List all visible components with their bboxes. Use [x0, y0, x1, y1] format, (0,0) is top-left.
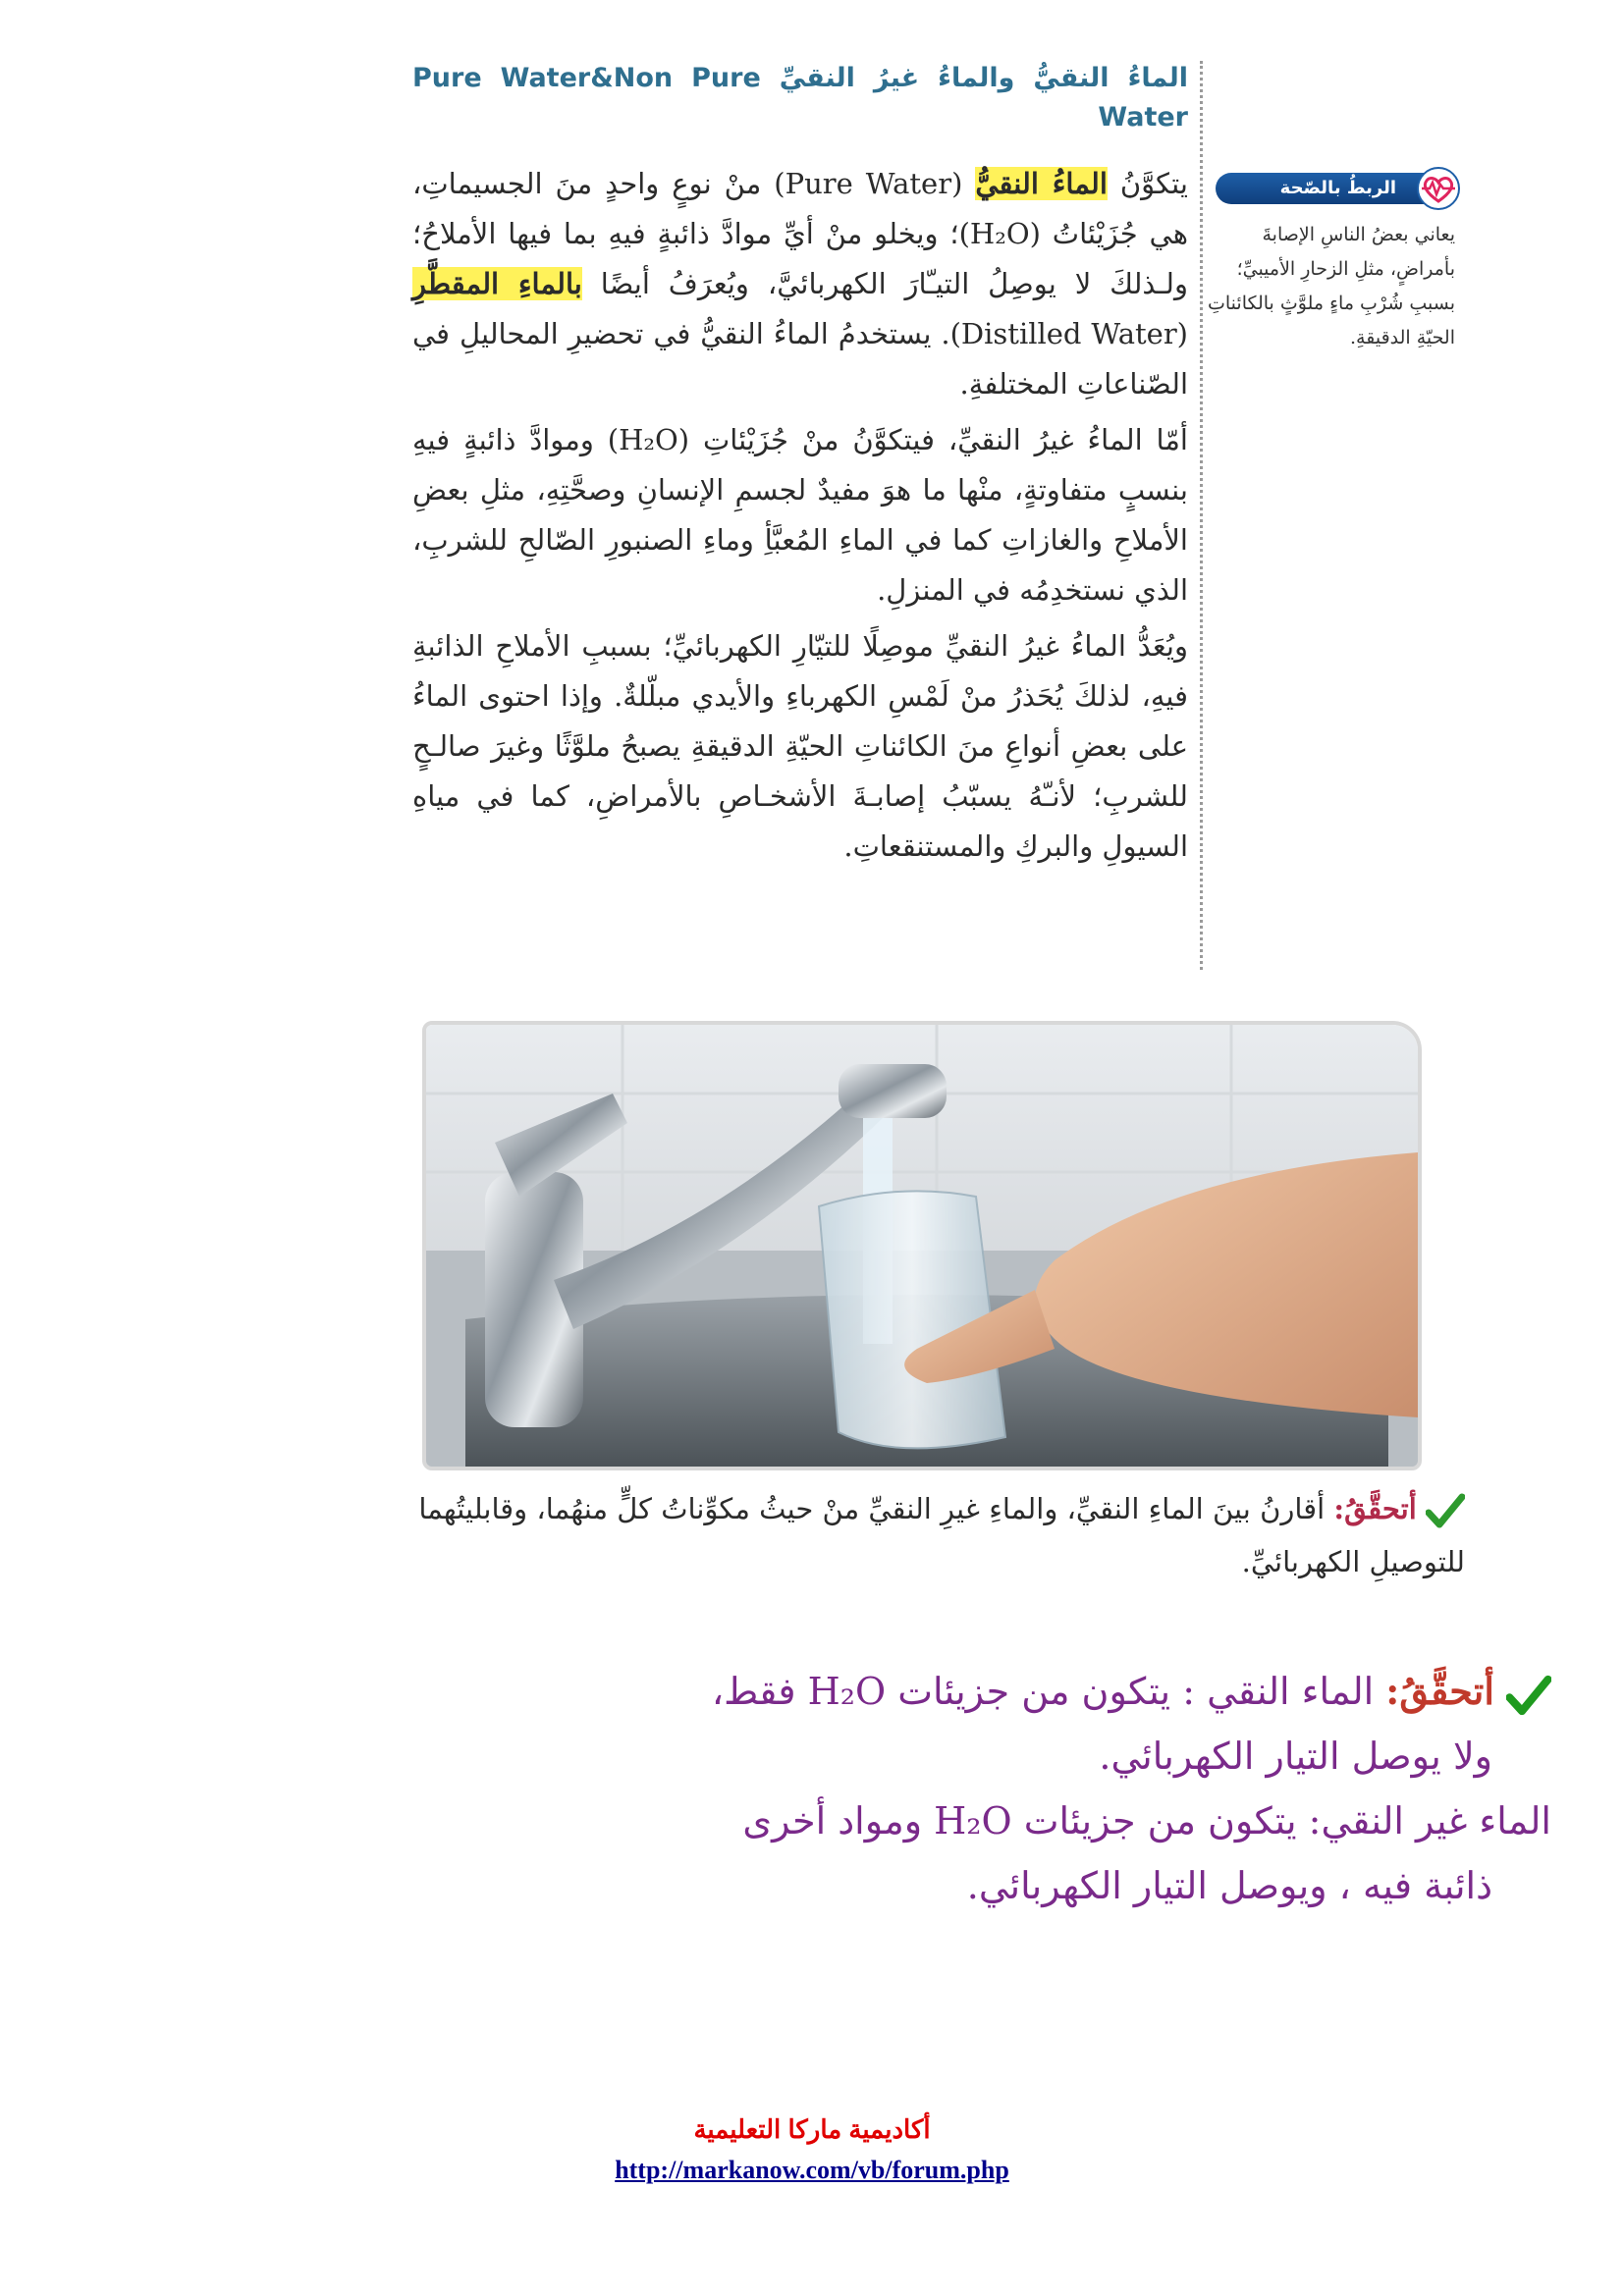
- paragraph-conductivity: ويُعَدُّ الماءُ غيرُ النقيِّ موصِلًا للتيّارِ الكهربائيِّ؛ بسببِ الأملاحِ الذائبةِ فيهِ، لذلكَ يُحَذرُ منْ لَمْسِ الكهرباءِ والأيدي مبلّلةٌ. وإذا احتوى الماءُ على بعضِ أنواعِ منَ الكائناتِ الحيّةِ الدقيقةِ يصبحُ ملوَّثًا وغيرَ صالـحٍ للشربِ؛ لأنـّهُ يسبّبُ إصابـةَ الأشخـاصِ بالأمراضِ، كما في مياهِ السيولِ والبركِ والمستنقعاتِ.: [412, 629, 1188, 863]
- formula-h2o: (H₂O): [958, 217, 1041, 250]
- term-english: (Distilled Water): [949, 317, 1189, 350]
- footer-link[interactable]: http://markanow.com/vb/forum.php: [615, 2156, 1009, 2184]
- term-english: (Pure Water): [774, 167, 963, 200]
- main-text-column: [412, 59, 1188, 878]
- faucet-illustration: [426, 1025, 1418, 1467]
- text-run: يتكوَّنُ: [1107, 167, 1189, 200]
- section-title-arabic: الماءُ النقيُّ والماءُ غيرُ النقيِّ: [779, 63, 1189, 93]
- faucet-glass-photo: [422, 1021, 1422, 1470]
- answer-text: الماء النقي : يتكون من جزيئات H₂O فقط،: [711, 1670, 1386, 1713]
- paragraph-non-pure-water: [412, 415, 1188, 615]
- answer-line-4: ذائبة فيه ، ويوصل التيار الكهربائي.: [966, 1864, 1492, 1907]
- heart-pulse-icon: [1416, 167, 1461, 210]
- handwritten-answer: [373, 1659, 1551, 1918]
- footer-academy-name: أكاديمية ماركا التعليمية: [693, 2114, 931, 2144]
- term-pure-water: الماءُ النقيُّ: [975, 167, 1108, 200]
- check-question-text: أقارنُ بينَ الماءِ النقيِّ، والماءِ غيرِ النقيِّ منْ حيثُ مكوِّناتُ كلٍّ منهُما، وقابليتُهما للتوصيلِ الكهربائيِّ.: [418, 1492, 1465, 1578]
- formula-h2o: (H₂O): [607, 423, 690, 456]
- health-badge-label: الربطُ بالصّحة: [1216, 173, 1441, 204]
- text-run: منْ نوعٍ واحدٍ منَ الجسيماتِ، هي جُزَيْئاتُ: [412, 167, 1188, 250]
- section-title-english: Pure Water&Non Pure Water: [412, 63, 1188, 133]
- check-icon: [1426, 1493, 1465, 1528]
- paragraph-pure-water: [412, 159, 1188, 409]
- check-icon: [1506, 1675, 1551, 1716]
- text-run: ؛ ويخلو منْ أيِّ موادَّ ذائبةٍ فيهِ بما فيها الأملاحُ؛ ولـذلكَ لا يوصِلُ التيـّارَ الكهربائيَّ، ويُعرَفُ أيضًا: [412, 217, 1188, 300]
- text-run: وموادَّ ذائبةٍ فيهِ بنسبٍ متفاوتةٍ، منْها ما هوَ مفيدٌ لجسمِ الإنسانِ وصحَّتِهِ، مثلِ بعضِ الأملاحِ والغازاتِ كما في الماءِ المُعبَّأِ وماءِ الصنبورِ الصّالحِ للشربِ، الذي نستخدِمُه في المنزلِ.: [412, 423, 1188, 607]
- answer-line-2: ولا يوصل التيار الكهربائي.: [1099, 1735, 1492, 1778]
- health-connection-box: [1196, 169, 1461, 355]
- term-distilled-water: بالماءِ المقطَّرِ: [412, 267, 582, 300]
- section-title: [412, 59, 1188, 137]
- text-run: أمّا الماءُ غيرُ النقيِّ، فيتكوَّنُ منْ جُزَيْئاتِ: [689, 423, 1188, 456]
- answer-line-1: [373, 1659, 1551, 1724]
- health-text: يعاني بعضُ الناسِ الإصابةَ بأمراضٍ، مثلِ الزحارِ الأميبيِّ؛ بسببِ شُرْبِ ماءٍ ملوَّثٍ بالكائناتِ الحيّةِ الدقيقةِ.: [1208, 224, 1455, 348]
- health-badge: [1196, 169, 1461, 208]
- text-run: . يستخدمُ الماءُ النقيُّ في تحضيرِ المحاليلِ في الصّناعاتِ المختلفةِ.: [412, 317, 1188, 400]
- check-label: أتحقَّقُ:: [1333, 1492, 1417, 1525]
- answer-label: أتحقَّقُ:: [1385, 1669, 1494, 1713]
- check-question: [412, 1482, 1465, 1588]
- answer-line-3: الماء غير النقي: يتكون من جزيئات H₂O ومواد أخرى: [742, 1799, 1551, 1842]
